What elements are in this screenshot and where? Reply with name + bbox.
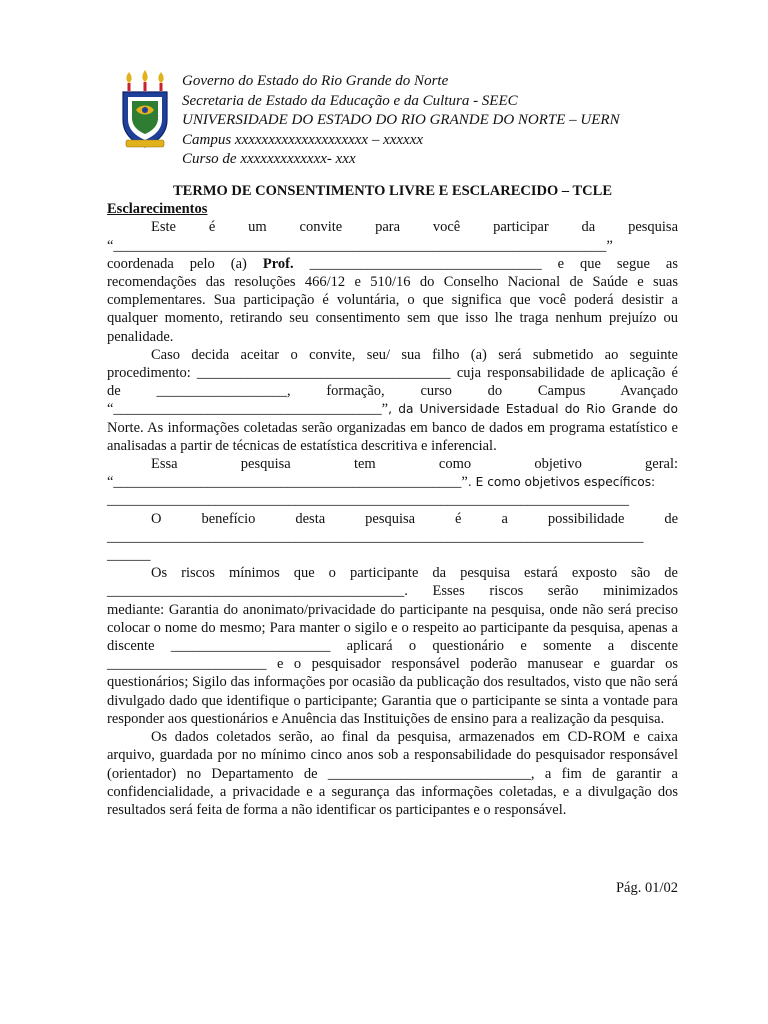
header-secretariat: Secretaria de Estado da Educação e da Cultura - SEEC <box>182 92 518 109</box>
paragraph-4-line-1: O benefício desta pesquisa é a possibilidade de <box>151 510 679 527</box>
paragraph-2-rest: Norte. As informações coletadas serão organizadas em banco de dados em programa estatístico e analisadas a partir de técnicas de estatística descritiva e inferencial. <box>107 419 678 454</box>
header-university: UNIVERSIDADE DO ESTADO DO RIO GRANDE DO NORTE – UERN <box>182 112 620 128</box>
paragraph-6: Os dados coletados serão, ao final da pesquisa, armazenados em CD-ROM e caixa arquivo, guardada por no mínimo cinco anos sob a responsabilidade do pesquisador responsável (orientador) no Departamento de ____________________________, a fim de garantir a confidencialidade, a privacidade e a segurança das informações coletadas, e a divulgação dos resultados será feita de forma a não identificar os participantes e o responsável. <box>107 729 678 818</box>
paragraph-2-line-1: Caso decida aceitar o convite, seu/ sua filho (a) será submetido ao seguinte <box>151 346 678 363</box>
section-heading: Esclarecimentos <box>107 201 208 218</box>
document-title: TERMO DE CONSENTIMENTO LIVRE E ESCLARECIDO – TCLE <box>173 183 612 199</box>
paragraph-5-line-2: _________________________________________. Esses riscos serão minimizados <box>107 583 678 600</box>
paragraph-1-rest: recomendações das resoluções 466/12 e 510/16 do Conselho Nacional de Saúde e suas complementares. Sua participação é voluntária, o que significa que você poderá desistir a qualquer momento, retirando seu consentimento sem que isso lhe traga nenhum prejuízo ou penalidade. <box>107 274 678 345</box>
paragraph-2-line-2: procedimento: ___________________________________ cuja responsabilidade de aplicação é <box>107 365 678 382</box>
paragraph-5-line-1: Os riscos mínimos que o participante da pesquisa estará exposto são de <box>151 565 678 582</box>
paragraph-1-line-1: Este é um convite para você participar da pesquisa <box>151 219 679 236</box>
paragraph-1-line-2: “____________________________________________________________________” <box>107 237 613 254</box>
paragraph-4-line-2: __________________________________________________________________________ <box>107 528 644 545</box>
paragraph-3-line-1: Essa pesquisa tem como objetivo geral: <box>151 456 679 473</box>
header <box>182 72 620 170</box>
document-body <box>107 182 678 819</box>
header-campus: Campus xxxxxxxxxxxxxxxxxxxx – xxxxxx <box>182 131 424 148</box>
torch-center <box>142 70 147 91</box>
paragraph-5-rest: mediante: Garantia do anonimato/privacidade do participante na pesquisa, onde não será preciso colocar o nome do mesmo; Para manter o sigilo e o respeito ao participante da pesquisa, apenas a discente ______________________ aplicará o questionário e somente a discente ______________________ e o pesquisador responsável poderão manusear e guardar os questionários; Sigilo das informações por ocasião da publicação dos resultados, visto que não será divulgado dado que identifique o participante; Garantia que o participante se sinta a vontade para responder aos questionários e Anuência das Instituições de ensino para a realização da pesquisa. <box>107 601 678 727</box>
page-number: Pág. 01/02 <box>615 880 678 896</box>
paragraph-4-line-3: ______ <box>107 547 151 564</box>
paragraph-3-line-2: “________________________________________________”. E como objetivos específicos: <box>107 474 656 491</box>
torch-right <box>158 72 163 91</box>
torch-left <box>126 72 131 91</box>
paragraph-3-line-3: ________________________________________________________________________ <box>107 492 629 509</box>
paragraph-2-line-3: de __________________, formação, curso do Campus Avançado <box>107 383 679 400</box>
paragraph-1-line-3: coordenada pelo (a) Prof. ________________________________ e que segue as <box>107 255 678 272</box>
header-government: Governo do Estado do Rio Grande do Norte <box>182 73 449 89</box>
uern-crest-icon <box>120 70 170 152</box>
header-course: Curso de xxxxxxxxxxxxx- xxx <box>182 151 356 167</box>
paragraph-2-line-4: “_____________________________________”, da Universidade Estadual do Rio Grande do <box>107 401 678 418</box>
